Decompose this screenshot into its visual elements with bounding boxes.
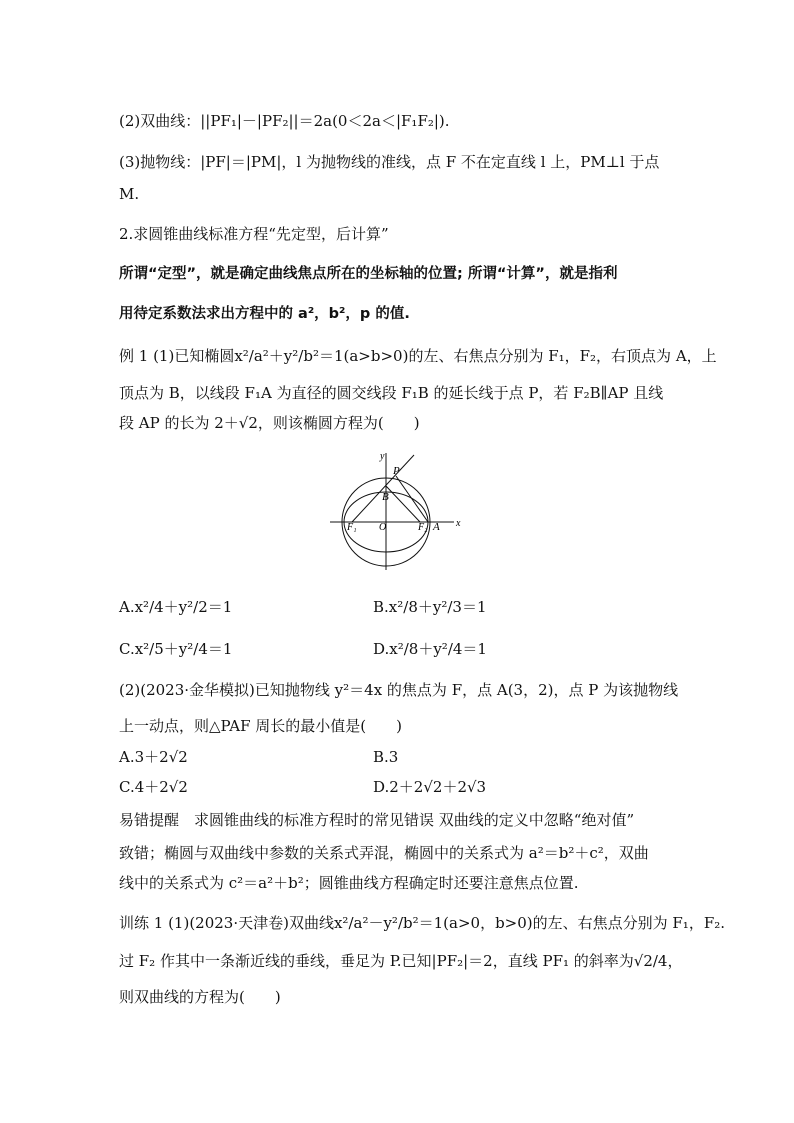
label-f2: F₂ (418, 522, 428, 533)
option-2a: A.3＋2√2 (119, 748, 188, 766)
section-heading: 2.求圆锥曲线标准方程“先定型，后计算” (119, 225, 389, 243)
training-1-line-2: 过 F₂ 作其中一条渐近线的垂线，垂足为 P.已知|PF₂|＝2，直线 PF₁ 的斜率为√2/4， (119, 952, 683, 970)
training-1-line-1: 训练 1 (1)(2023·天津卷)双曲线x²/a²－y²/b²＝1(a>0，b>0)的左、右焦点分别为 F₁，F₂. (119, 914, 726, 932)
training-1-line-3: 则双曲线的方程为( ) (119, 988, 281, 1006)
label-x: x (456, 518, 461, 529)
label-b: B (382, 491, 389, 503)
option-2b: B.3 (373, 748, 399, 766)
example-1-part-2-line-1: (2)(2023·金华模拟)已知抛物线 y²＝4x 的焦点为 F，点 A(3，2)，点 P 为该抛物线 (119, 681, 679, 699)
label-a: A (433, 521, 440, 533)
example-1-line-2: 顶点为 B，以线段 F₁A 为直径的圆交线段 F₁B 的延长线于点 P，若 F₂B∥AP 且线 (119, 384, 664, 402)
example-1-line-3: 段 AP 的长为 2＋√2，则该椭圆方程为( ) (119, 414, 420, 432)
example-1-line-1: 例 1 (1)已知椭圆x²/a²＋y²/b²＝1(a>b>0)的左、右焦点分别为 F₁，F₂，右顶点为 A，上 (119, 347, 717, 365)
option-1d: D.x²/8＋y²/4＝1 (373, 640, 487, 658)
line-parabola-definition: (3)抛物线：|PF|＝|PM|，l 为抛物线的准线，点 F 不在定直线 l 上，PM⊥l 于点 (119, 153, 660, 171)
label-p: P (393, 465, 400, 477)
line-hyperbola-definition: (2)双曲线：||PF₁|－|PF₂||＝2a(0＜2a＜|F₁F₂|). (119, 112, 450, 130)
bold-paragraph-line-2: 用待定系数法求出方程中的 a²，b²，p 的值. (119, 306, 410, 322)
ellipse-figure (330, 448, 470, 573)
label-f1: F₁ (347, 522, 357, 533)
option-1a: A.x²/4＋y²/2＝1 (119, 598, 233, 616)
option-2c: C.4＋2√2 (119, 778, 188, 796)
option-1b: B.x²/8＋y²/3＝1 (373, 598, 487, 616)
option-1c: C.x²/5＋y²/4＝1 (119, 640, 233, 658)
error-tip-line-3: 线中的关系式为 c²＝a²＋b²；圆锥曲线方程确定时还要注意焦点位置. (119, 874, 579, 892)
label-y: y (380, 451, 385, 462)
option-2d: D.2＋2√2＋2√3 (373, 778, 487, 796)
label-o: O (379, 522, 387, 533)
error-tip-line-1: 易错提醒 求圆锥曲线的标准方程时的常见错误 双曲线的定义中忽略“绝对值” (119, 811, 635, 829)
error-tip-line-2: 致错；椭圆与双曲线中参数的关系式弄混，椭圆中的关系式为 a²＝b²＋c²，双曲 (119, 844, 649, 862)
line-parabola-definition-cont: M. (119, 185, 140, 203)
bold-paragraph-line-1: 所谓“定型”，就是确定曲线焦点所在的坐标轴的位置; 所谓“计算”，就是指利 (119, 266, 618, 282)
example-1-part-2-line-2: 上一动点，则△PAF 周长的最小值是( ) (119, 717, 402, 735)
